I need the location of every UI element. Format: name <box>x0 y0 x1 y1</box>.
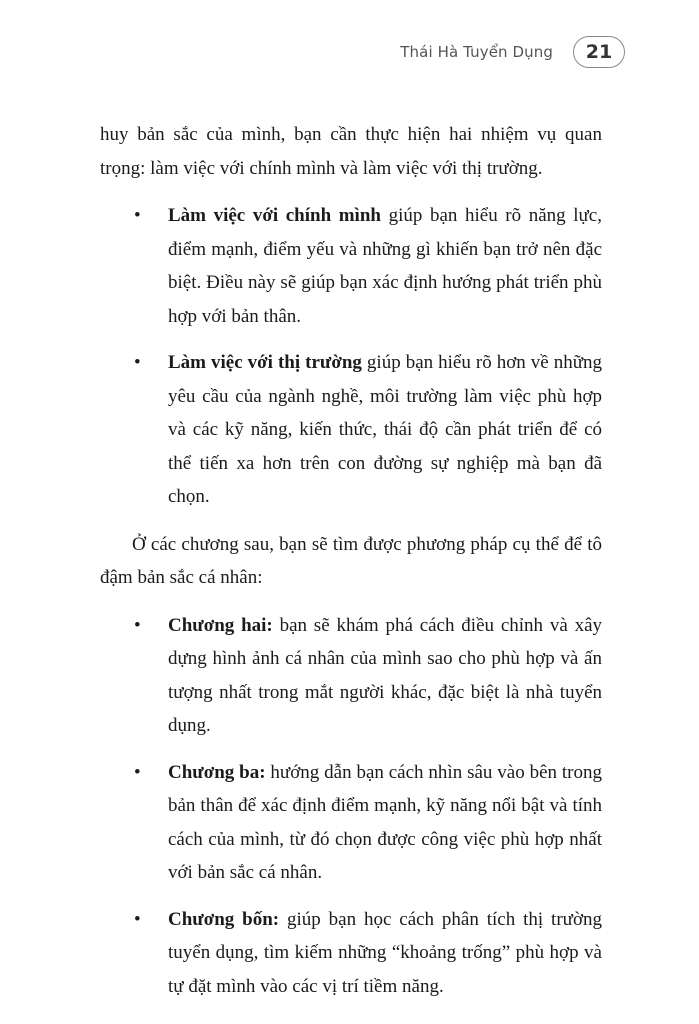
list-item <box>100 756 602 890</box>
list-item-text: giúp bạn học cách phân tích thị trường tuyển dụng, tìm kiếm những “khoảng trống” phù hợp và tự đặt mình vào các vị trí tiềm năng. <box>168 908 602 997</box>
bullet-dot-icon: • <box>134 908 141 930</box>
list-item-bold: Chương ba: <box>168 761 266 783</box>
paragraph-intro: huy bản sắc của mình, bạn cần thực hiện hai nhiệm vụ quan trọng: làm việc với chính mình và làm việc với thị trường. <box>100 124 602 179</box>
list-item-bold: Chương hai: <box>168 614 273 636</box>
list-item-text: giúp bạn hiểu rõ hơn về những yêu cầu của ngành nghề, môi trường làm việc phù hợp và các kỹ năng, kiến thức, thái độ cần phát triển để có thể tiến xa hơn trên con đường sự nghiệp mà bạn đã chọn. <box>168 352 602 507</box>
bullet-list-chapters <box>100 609 602 1004</box>
list-item-bold: Chương bốn: <box>168 908 280 930</box>
page-number: 21 <box>573 36 625 68</box>
list-item-text: hướng dẫn bạn cách nhìn sâu vào bên trong bản thân để xác định điểm mạnh, kỹ năng nổi bật và tính cách của mình, từ đó chọn được công việc phù hợp nhất với bản sắc cá nhân. <box>168 761 602 883</box>
bullet-list-work <box>100 199 602 514</box>
list-item-text: bạn sẽ khám phá cách điều chỉnh và xây dựng hình ảnh cá nhân của mình sao cho phù hợp và ấn tượng nhất trong mắt người khác, đặc biệt là nhà tuyển dụng. <box>168 614 603 736</box>
list-item-bold: Làm việc với chính mình <box>168 205 381 226</box>
paragraph-chapters: Ở các chương sau, bạn sẽ tìm được phương pháp cụ thể để tô đậm bản sắc cá nhân: <box>100 533 602 588</box>
bullet-dot-icon: • <box>134 205 141 226</box>
list-item <box>100 609 602 743</box>
list-item <box>100 199 602 333</box>
list-item <box>100 346 602 514</box>
page-header <box>400 36 625 68</box>
list-item-text: giúp bạn hiểu rõ năng lực, điểm mạnh, điểm yếu và những gì khiến bạn trở nên đặc biệt. Điều này sẽ giúp bạn xác định hướng phát triển phù hợp với bản thân. <box>168 205 602 327</box>
running-title: Thái Hà Tuyển Dụng <box>400 43 553 61</box>
bullet-dot-icon: • <box>134 614 141 636</box>
page-body <box>100 118 602 1017</box>
bullet-dot-icon: • <box>134 761 141 783</box>
bullet-dot-icon: • <box>134 352 141 373</box>
list-item-bold: Làm việc với thị trường <box>168 352 362 373</box>
list-item <box>100 903 602 1004</box>
